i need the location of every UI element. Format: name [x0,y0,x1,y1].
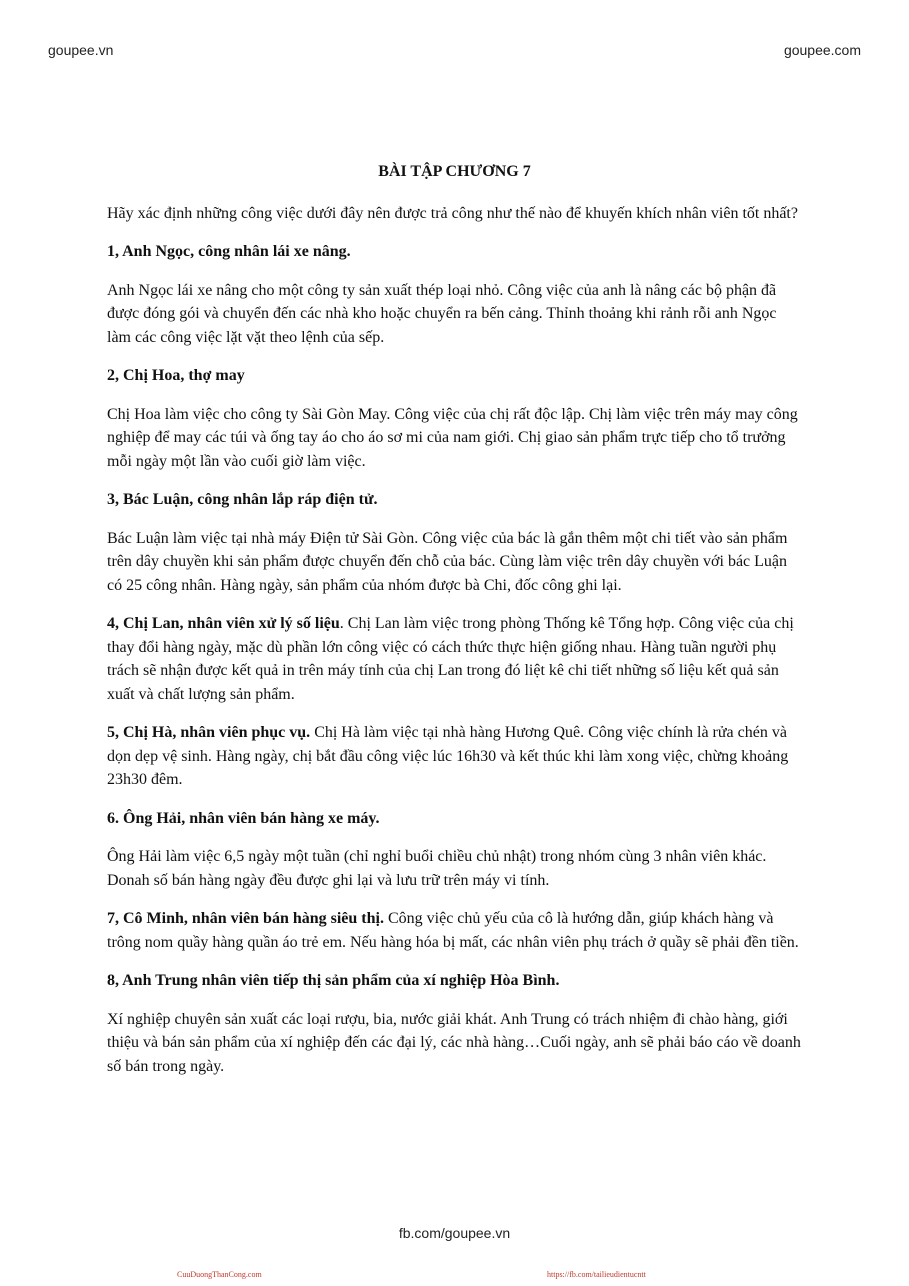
item-6-heading: 6. Ông Hải, nhân viên bán hàng xe máy. [107,809,380,827]
item-2-body: Chị Hoa làm việc cho công ty Sài Gòn May. Công việc của chị rất độc lập. Chị làm việc trên máy may công nghiệp để may các túi và ống tay áo cho áo sơ mi của nam giới. Chị giao sản phẩm trực tiếp cho tổ trưởng mỗi ngày một lần vào cuối giờ làm việc. [107,405,798,470]
item-7-paragraph [107,907,802,954]
page-title: BÀI TẬP CHƯƠNG 7 [378,163,531,180]
header-site-left: goupee.vn [48,42,114,58]
item-1-heading: 1, Anh Ngọc, công nhân lái xe nâng. [107,243,351,260]
footer-link[interactable]: fb.com/goupee.vn [398,1225,511,1241]
item-5-body: Chị Hà làm việc tại nhà hàng Hương Quê. Công việc chính là rửa chén và dọn dẹp vệ sinh. Hàng ngày, chị bắt đầu công việc lúc 16h30 và kết thúc khi làm xong việc, chừng khoảng 23h30 đêm. [107,724,789,788]
item-5-paragraph [107,721,802,792]
item-8-heading: 8, Anh Trung nhân viên tiếp thị sản phẩm của xí nghiệp Hòa Bình. [107,972,560,989]
intro-paragraph: Hãy xác định những công việc dưới đây nên được trả công như thế nào để khuyến khích nhân viên tốt nhất? [107,204,798,222]
document-body [107,160,802,1093]
item-2-heading: 2, Chị Hoa, thợ may [107,367,245,384]
item-5-heading: 5, Chị Hà, nhân viên phục vụ. [107,724,311,741]
item-4-paragraph [107,612,802,706]
item-4-heading: 4, Chị Lan, nhân viên xử lý số liệu [107,615,340,632]
item-3-body: Bác Luận làm việc tại nhà máy Điện tử Sài Gòn. Công việc của bác là gắn thêm một chi tiết vào sản phẩm trên dây chuyền khi sản phẩm được chuyển đến chỗ của bác. Cùng làm việc trên dây chuyền với bác Luận có 25 công nhân. Hàng ngày, sản phẩm của nhóm được bà Chi, đốc công ghi lại. [107,529,788,594]
footer-watermark-right[interactable]: https://fb.com/tailieudientucntt [547,1270,646,1279]
footer-watermark-left[interactable]: CuuDuongThanCong.com [177,1270,262,1279]
item-6-body: Ông Hải làm việc 6,5 ngày một tuần (chỉ nghỉ buổi chiều chủ nhật) trong nhóm cùng 3 nhân viên khác. Donah số bán hàng ngày đều được ghi lại và lưu trữ trên máy vi tính. [107,848,767,889]
item-4-body: . Chị Lan làm việc trong phòng Thống kê Tổng hợp. Công việc của chị thay đổi hàng ngày, mặc dù phần lớn công việc có cách thức thực hiện giống nhau. Hàng tuần người phụ trách sẽ nhận được kết quả in trên máy tính của chị Lan trong đó liệt kê chi tiết những số liệu kết quả sản xuất và chất lượng sản phẩm. [107,615,794,703]
item-1-body: Anh Ngọc lái xe nâng cho một công ty sản xuất thép loại nhỏ. Công việc của anh là nâng các bộ phận đã được đóng gói và chuyển đến các nhà kho hoặc chuyển ra bến cảng. Thỉnh thoảng khi rảnh rỗi anh Ngọc làm các công việc lặt vặt theo lệnh của sếp. [107,281,777,346]
item-7-heading: 7, Cô Minh, nhân viên bán hàng siêu thị. [107,910,384,927]
item-3-heading: 3, Bác Luận, công nhân lắp ráp điện tử. [107,491,378,508]
item-8-body: Xí nghiệp chuyên sản xuất các loại rượu, bia, nước giải khát. Anh Trung có trách nhiệm đi chào hàng, giới thiệu và bán sản phẩm của xí nghiệp đến các đại lý, các nhà hàng…Cuối ngày, anh sẽ phải báo cáo về doanh số bán trong ngày. [107,1010,801,1075]
item-7-body: Công việc chủ yếu của cô là hướng dẫn, giúp khách hàng và trông nom quầy hàng quần áo trẻ em. Nếu hàng hóa bị mất, các nhân viên phụ trách ở quầy sẽ phải đền tiền. [107,910,799,951]
header-site-right: goupee.com [783,42,861,58]
